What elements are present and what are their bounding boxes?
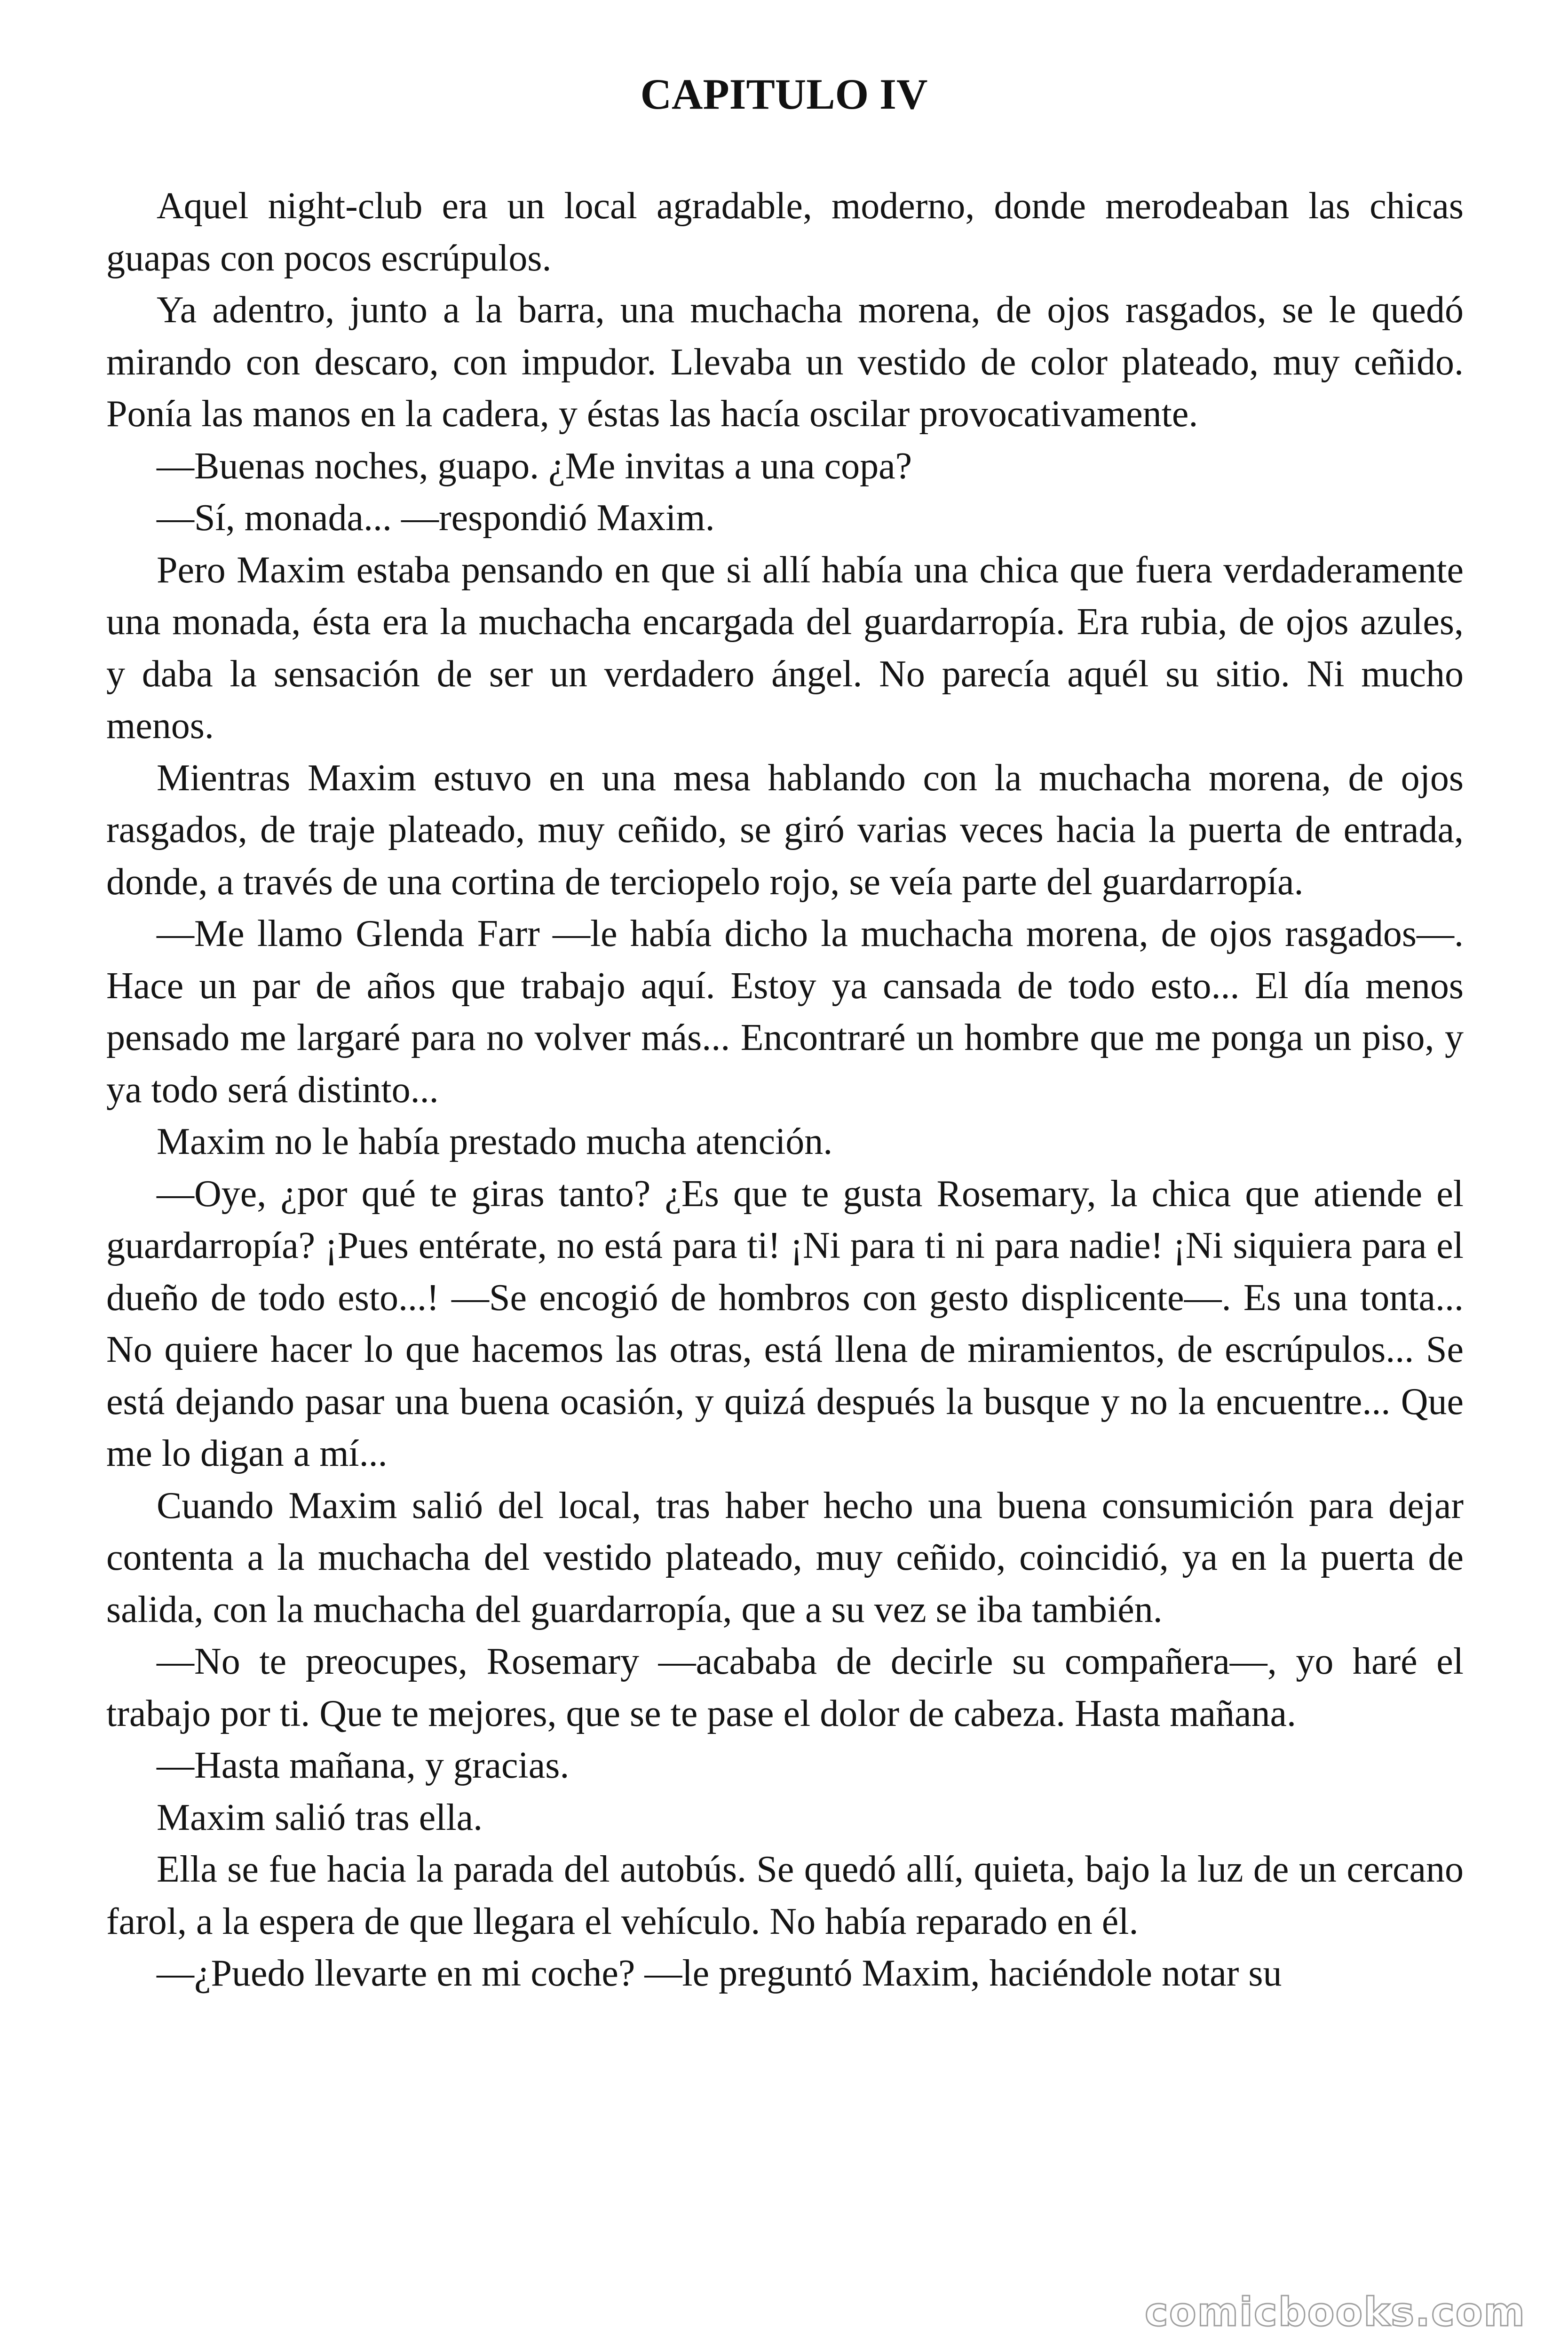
paragraph: —Buenas noches, guapo. ¿Me invitas a una copa? bbox=[157, 445, 912, 487]
chapter-body bbox=[106, 180, 1464, 2000]
paragraph: Pero Maxim estaba pensando en que si allí había una chica que fuera verdaderamente una monada, ésta era la muchacha encargada del guardarropía. Era rubia, de ojos azules, y daba la sensación de ser un verdadero ángel. No parecía aquél su sitio. Ni mucho menos. bbox=[106, 549, 1464, 747]
paragraph: Maxim no le había prestado mucha atención. bbox=[157, 1121, 833, 1162]
paragraph: Mientras Maxim estuvo en una mesa hablando con la muchacha morena, de ojos rasgados, de traje plateado, muy ceñido, se giró varias veces hacia la puerta de entrada, donde, a través de una cortina de terciopelo rojo, se veía parte del guardarropía. bbox=[106, 757, 1464, 903]
chapter-title: CAPITULO IV bbox=[640, 70, 928, 118]
paragraph: Ella se fue hacia la parada del autobús. Se quedó allí, quieta, bajo la luz de un cercano farol, a la espera de que llegara el vehículo. No había reparado en él. bbox=[106, 1849, 1464, 1942]
paragraph: Aquel night-club era un local agradable, moderno, donde merodeaban las chicas guapas con pocos escrúpulos. bbox=[106, 185, 1464, 279]
paragraph: Ya adentro, junto a la barra, una muchacha morena, de ojos rasgados, se le quedó mirando con descaro, con impudor. Llevaba un vestido de color plateado, muy ceñido. Ponía las manos en la cadera, y éstas las hacía oscilar provocativamente. bbox=[106, 289, 1464, 435]
paragraph: —Hasta mañana, y gracias. bbox=[157, 1745, 570, 1786]
paragraph: Maxim salió tras ella. bbox=[157, 1796, 483, 1838]
watermark: comicbooks.com bbox=[1145, 2289, 1526, 2335]
paragraph: —Me llamo Glenda Farr —le había dicho la muchacha morena, de ojos rasgados—. Hace un par de años que trabajo aquí. Estoy ya cansada de todo esto... El día menos pensado me largaré para no volver más... Encontraré un hombre que me ponga un piso, y ya todo será distinto... bbox=[106, 913, 1464, 1111]
paragraph: —¿Puedo llevarte en mi coche? —le preguntó Maxim, haciéndole notar su bbox=[157, 1953, 1282, 1994]
paragraph: Cuando Maxim salió del local, tras haber hecho una buena consumición para dejar contenta a la muchacha del vestido plateado, muy ceñido, coincidió, ya en la puerta de salida, con la muchacha del guardarropía, que a su vez se iba también. bbox=[106, 1485, 1464, 1630]
paragraph: —Oye, ¿por qué te giras tanto? ¿Es que te gusta Rosemary, la chica que atiende el guardarropía? ¡Pues entérate, no está para ti! ¡Ni para ti ni para nadie! ¡Ni siquiera para el dueño de todo esto...! —Se encogió de hombros con gesto displicente—. Es una tonta... No quiere hacer lo que hacemos las otras, está llena de miramientos, de escrúpulos... Se está dejando pasar una buena ocasión, y quizá después la busque y no la encuentre... Que me lo digan a mí... bbox=[106, 1173, 1464, 1474]
paragraph: —No te preocupes, Rosemary —acababa de decirle su compañera—, yo haré el trabajo por ti. Que te mejores, que se te pase el dolor de cabeza. Hasta mañana. bbox=[106, 1641, 1464, 1734]
paragraph: —Sí, monada... —respondió Maxim. bbox=[157, 497, 715, 539]
